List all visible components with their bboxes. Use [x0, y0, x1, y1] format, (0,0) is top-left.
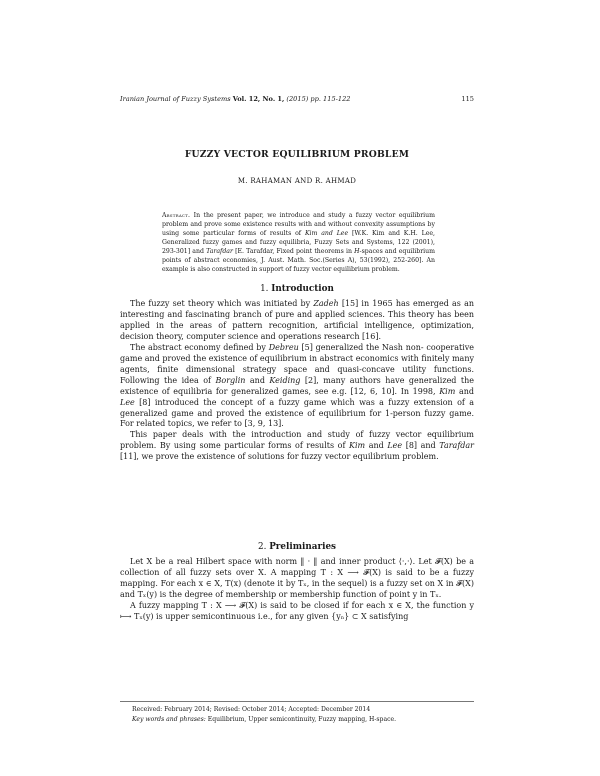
paper-title: FUZZY VECTOR EQUILIBRIUM PROBLEM	[184, 149, 410, 160]
section-number: 2.	[257, 542, 267, 552]
text: [5] generalized the Nash non- cooperative game and proved the existence of equilibrium in abstract economics with finitely many agents, finite dimensional strategy space and quasi-concave utility functions. Following the idea of	[120, 342, 474, 385]
author-name: Tarafdar	[439, 441, 474, 451]
text: [2], many authors have generalized the existence of equilibria for generalized games, see e.g. [12, 6, 10]. In 1998,	[120, 375, 475, 396]
keywords-label: Key words and phrases:	[132, 715, 206, 723]
author-name: Zadeh	[313, 299, 339, 308]
abstract	[162, 211, 435, 274]
abstract-tarafdar: Tarafdar	[206, 248, 233, 255]
journal-year-pages: (2015) pp. 115-122	[286, 95, 351, 103]
received-dates: Received: February 2014; Revised: October 2014; Accepted: December 2014	[132, 706, 371, 713]
introduction-body	[120, 299, 474, 463]
preliminaries-body	[120, 557, 474, 623]
section-number: 1.	[260, 284, 269, 294]
section-heading-introduction	[120, 284, 474, 294]
author-name: Kim	[349, 441, 366, 451]
paper-authors: M. RAHAMAN AND R. AHMAD	[237, 177, 357, 185]
author-name: Lee	[387, 441, 403, 451]
author-name: Kim	[439, 386, 456, 396]
abstract-text: In the present paper, we introduce and study a fuzzy vector equilibrium problem and prove some existence results with and without convexity assumptions by using some particular forms of results of	[162, 212, 435, 237]
paragraph: Let X be a real Hilbert space with norm ‖ · ‖ and inner product ⟨·,·⟩. Let 𝓕(X) be a collection of all fuzzy sets over X. A mapping T : X ⟶ 𝓕(X) is said to be a fuzzy mapping. For each x ∈ X, T(x) (denote it by Tₓ, in the sequel) is a fuzzy set on X in 𝓕(X) and Tₓ(y) is the degree of membership or membership function of point y in Tₓ.	[120, 557, 474, 599]
text: and	[245, 375, 270, 385]
author-name: Keiding	[269, 375, 301, 385]
text: The fuzzy set theory which was initiated by	[130, 299, 314, 308]
footnote-divider	[120, 701, 474, 702]
page-number: 115	[461, 95, 474, 103]
text: and	[365, 441, 388, 451]
text: [8] introduced the concept of a fuzzy game which was a fuzzy extension of a generalized game and proved the existence of equilibrium for 1-person fuzzy game. For related topics, we refer to [3, 9, 13].	[120, 397, 474, 429]
paragraph	[120, 343, 474, 431]
paragraph	[120, 430, 474, 463]
text: and	[455, 386, 474, 396]
section-title: Introduction	[271, 284, 334, 294]
text: [11], we prove the existence of solutions for fuzzy vector equilibrium problem.	[120, 452, 439, 462]
abstract-text: -spaces and equilibrium points of abstract economies, J. Aust. Math. Soc.(Series A), 53(1992), 252-260]. An example is also constructed in support of fuzzy vector equilibrium problem.	[162, 248, 435, 273]
abstract-kim-lee: Kim and Lee	[304, 230, 349, 237]
journal-citation	[120, 95, 350, 103]
journal-volume: Vol. 12, No. 1,	[232, 95, 285, 103]
abstract-text: [W.K. Kim and K.H. Lee, Generalized fuzzy games and fuzzy equilibria, Fuzzy Sets and Systems, 122 (2001), 293-301] and	[162, 230, 435, 255]
text: [8] and	[402, 441, 440, 451]
section-heading-preliminaries	[120, 542, 474, 552]
abstract-h: H	[354, 248, 360, 255]
keywords	[120, 715, 474, 725]
keywords-text: Equilibrium, Upper semicontinuity, Fuzzy mapping, H-space.	[205, 715, 397, 723]
journal-name: Iranian Journal of Fuzzy Systems	[120, 95, 231, 103]
author-name: Lee	[120, 397, 135, 407]
text: The abstract economy defined by	[130, 342, 269, 352]
running-header	[120, 93, 474, 105]
footnotes	[120, 705, 474, 724]
text: [15] in 1965 has emerged as an interesting and fascinating branch of pure and applied sciences. This theory has been applied in the areas of pattern recognition, artificial intelligence, optimization, decision theory, computer science and operations research [16].	[120, 299, 474, 341]
author-name: Debreu	[268, 342, 299, 352]
text: This paper deals with the introduction and study of fuzzy vector equilibrium problem. By using some particular forms of results of	[120, 430, 474, 451]
paragraph: A fuzzy mapping T : X ⟶ 𝓕(X) is said to be closed if for each x ∈ X, the function y ⟼ Tₓ(y) is upper semicontinuous i.e., for any given {yₙ} ⊂ X satisfying	[120, 600, 474, 621]
author-name: Borglin	[215, 375, 246, 385]
abstract-text: [E. Tarafdar, Fixed point theorems in	[232, 248, 355, 255]
section-title: Preliminaries	[269, 542, 336, 552]
paragraph	[120, 299, 474, 343]
abstract-label: Abstract.	[162, 212, 191, 219]
